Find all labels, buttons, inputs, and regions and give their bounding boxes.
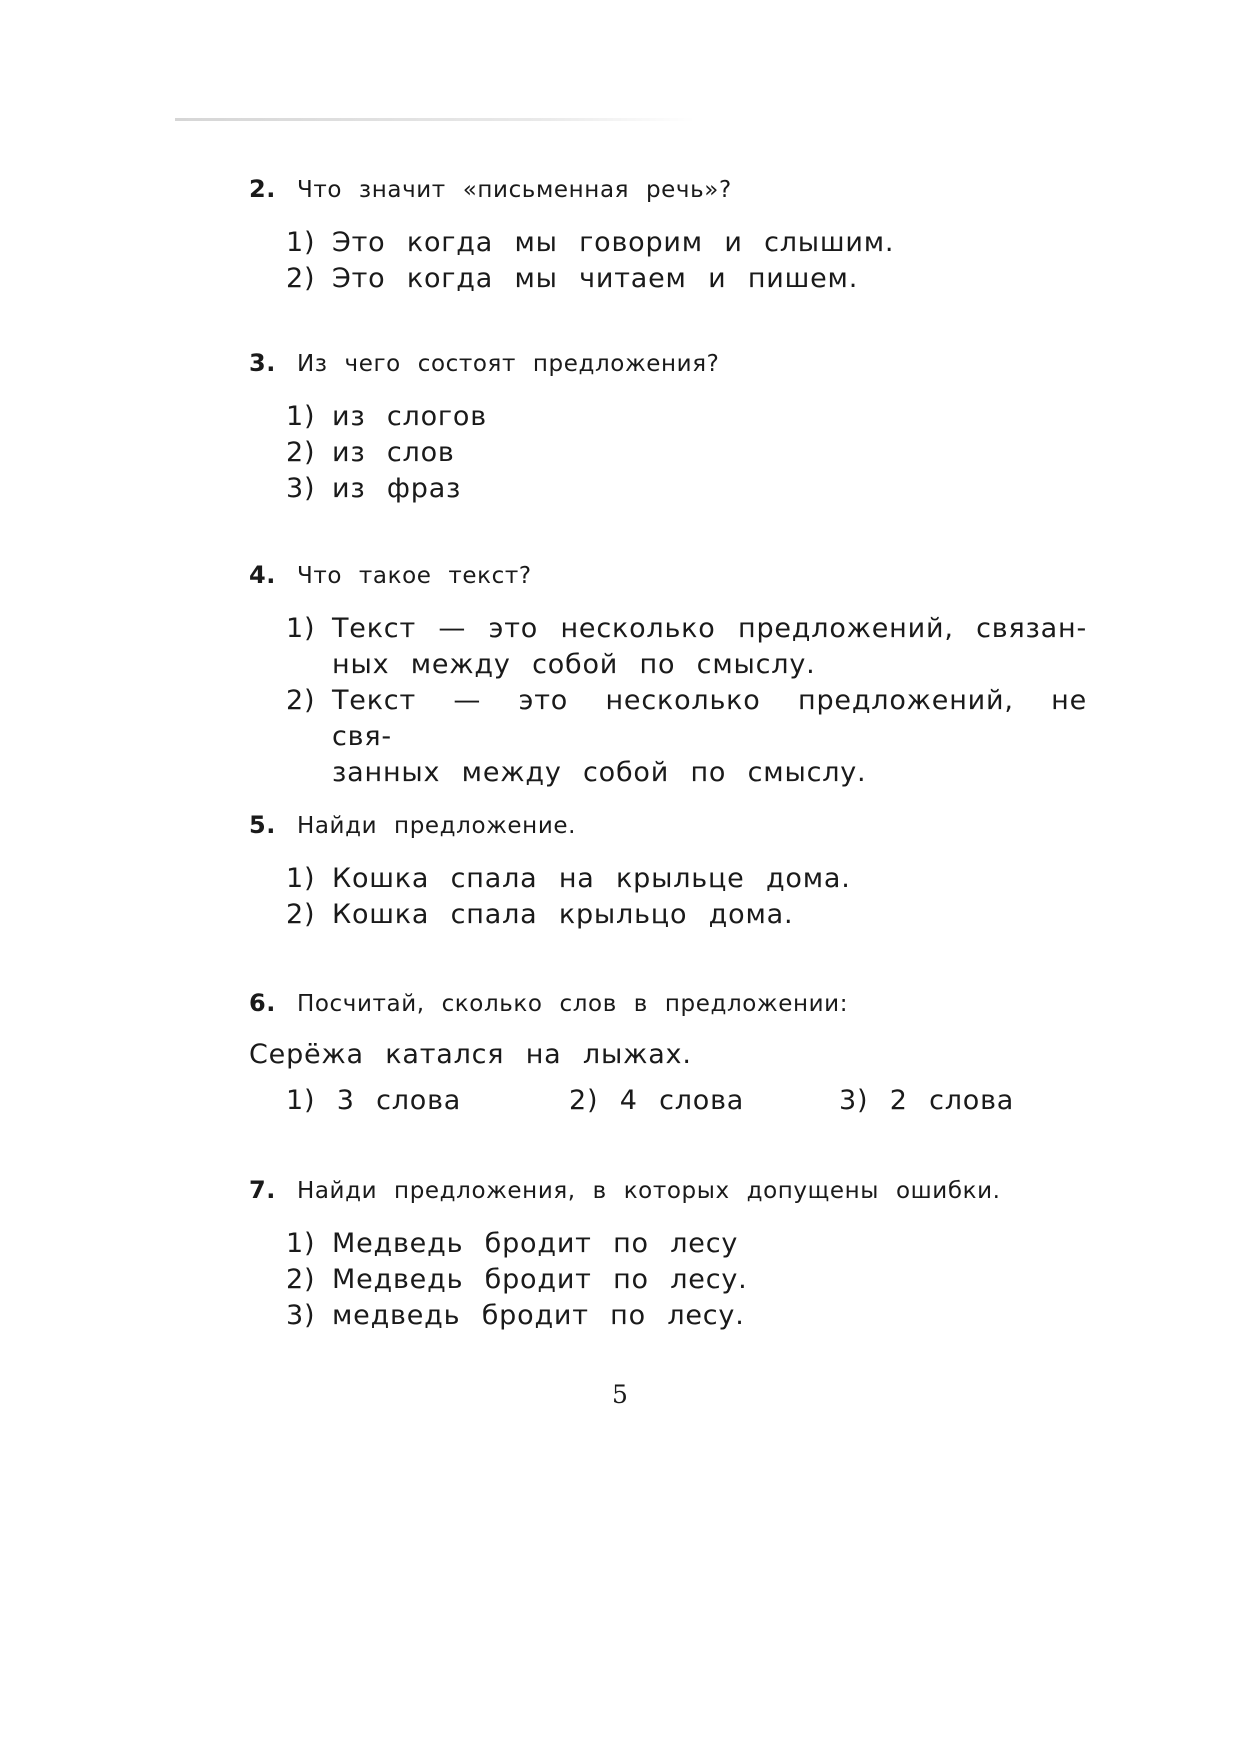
question-heading <box>249 1175 1129 1206</box>
option-text <box>332 683 1087 791</box>
question-heading <box>249 560 1129 591</box>
question-heading <box>249 174 1129 205</box>
option-number: 3) <box>839 1085 869 1116</box>
question-number: 7. <box>249 1176 277 1204</box>
option-number: 2) <box>569 1085 599 1116</box>
answer-option <box>249 683 1129 791</box>
option-text: из слогов <box>332 401 487 432</box>
question-text: Что значит «письменная речь»? <box>296 177 732 203</box>
answer-option <box>249 261 1129 297</box>
option-number: 1) <box>286 863 316 894</box>
option-text: 4 слова <box>619 1085 745 1116</box>
question-text: Найди предложения, в которых допущены ошибки. <box>296 1178 1001 1204</box>
option-text: Медведь бродит по лесу <box>332 1228 739 1259</box>
answer-option <box>249 1226 1129 1262</box>
option-number: 1) <box>286 227 316 258</box>
option-text: из фраз <box>332 473 462 504</box>
answer-options <box>249 861 1129 933</box>
option-text <box>332 611 1087 683</box>
option-text: 2 слова <box>889 1085 1015 1116</box>
option-number: 1) <box>286 1228 316 1259</box>
answer-option <box>839 1083 1014 1119</box>
option-text: Медведь бродит по лесу. <box>332 1264 748 1295</box>
answer-option <box>249 471 1129 507</box>
question-heading <box>249 988 1129 1019</box>
option-text: Это когда мы говорим и слышим. <box>332 227 895 258</box>
question-2 <box>249 174 1129 297</box>
answer-option <box>249 1083 569 1119</box>
option-text: Это когда мы читаем и пишем. <box>332 263 859 294</box>
answer-option <box>249 225 1129 261</box>
option-text-line: ных между собой по смыслу. <box>332 649 816 680</box>
question-3 <box>249 348 1129 507</box>
answer-option <box>249 399 1129 435</box>
question-5 <box>249 810 1129 933</box>
question-number: 5. <box>249 811 277 839</box>
answer-option <box>249 897 1129 933</box>
option-number: 3) <box>286 473 316 504</box>
page-number: 5 <box>612 1380 628 1409</box>
question-7 <box>249 1175 1129 1334</box>
answer-options <box>249 1226 1129 1334</box>
example-sentence: Серёжа катался на лыжах. <box>249 1039 692 1070</box>
option-number: 1) <box>286 401 316 432</box>
option-number: 2) <box>286 437 316 468</box>
option-number: 3) <box>286 1300 316 1331</box>
answer-options <box>249 611 1129 791</box>
answer-options <box>249 399 1129 507</box>
answer-option <box>249 1262 1129 1298</box>
answer-option <box>249 861 1129 897</box>
question-text: Из чего состоят предложения? <box>296 351 720 377</box>
option-number: 1) <box>286 613 316 644</box>
answer-option <box>569 1083 839 1119</box>
question-heading <box>249 810 1129 841</box>
option-number: 2) <box>286 1264 316 1295</box>
answer-option <box>249 435 1129 471</box>
answer-option <box>249 611 1129 683</box>
question-number: 4. <box>249 561 277 589</box>
question-heading <box>249 348 1129 379</box>
option-number: 2) <box>286 899 316 930</box>
question-number: 2. <box>249 175 277 203</box>
option-text-line: Текст — это несколько предложений, связан- <box>332 613 1087 644</box>
option-number: 2) <box>286 263 316 294</box>
answer-options <box>249 225 1129 297</box>
option-number: 1) <box>286 1085 316 1116</box>
top-scan-rule <box>175 118 695 121</box>
option-text: медведь бродит по лесу. <box>332 1300 745 1331</box>
answer-option <box>249 1298 1129 1334</box>
question-number: 3. <box>249 349 277 377</box>
question-text: Что такое текст? <box>296 563 532 589</box>
option-text: из слов <box>332 437 455 468</box>
option-text: Кошка спала на крыльце дома. <box>332 863 851 894</box>
question-text: Посчитай, сколько слов в предложении: <box>296 991 849 1017</box>
question-6 <box>249 988 1129 1119</box>
option-text: 3 слова <box>336 1085 462 1116</box>
question-4 <box>249 560 1129 791</box>
question-number: 6. <box>249 989 277 1017</box>
option-text: Кошка спала крыльцо дома. <box>332 899 794 930</box>
option-number: 2) <box>286 685 316 716</box>
option-text-line: Текст — это несколько предложений, не свя- <box>332 685 1087 752</box>
option-text-line: занных между собой по смыслу. <box>332 757 867 788</box>
answer-options <box>249 1083 1129 1119</box>
question-text: Найди предложение. <box>296 813 577 839</box>
